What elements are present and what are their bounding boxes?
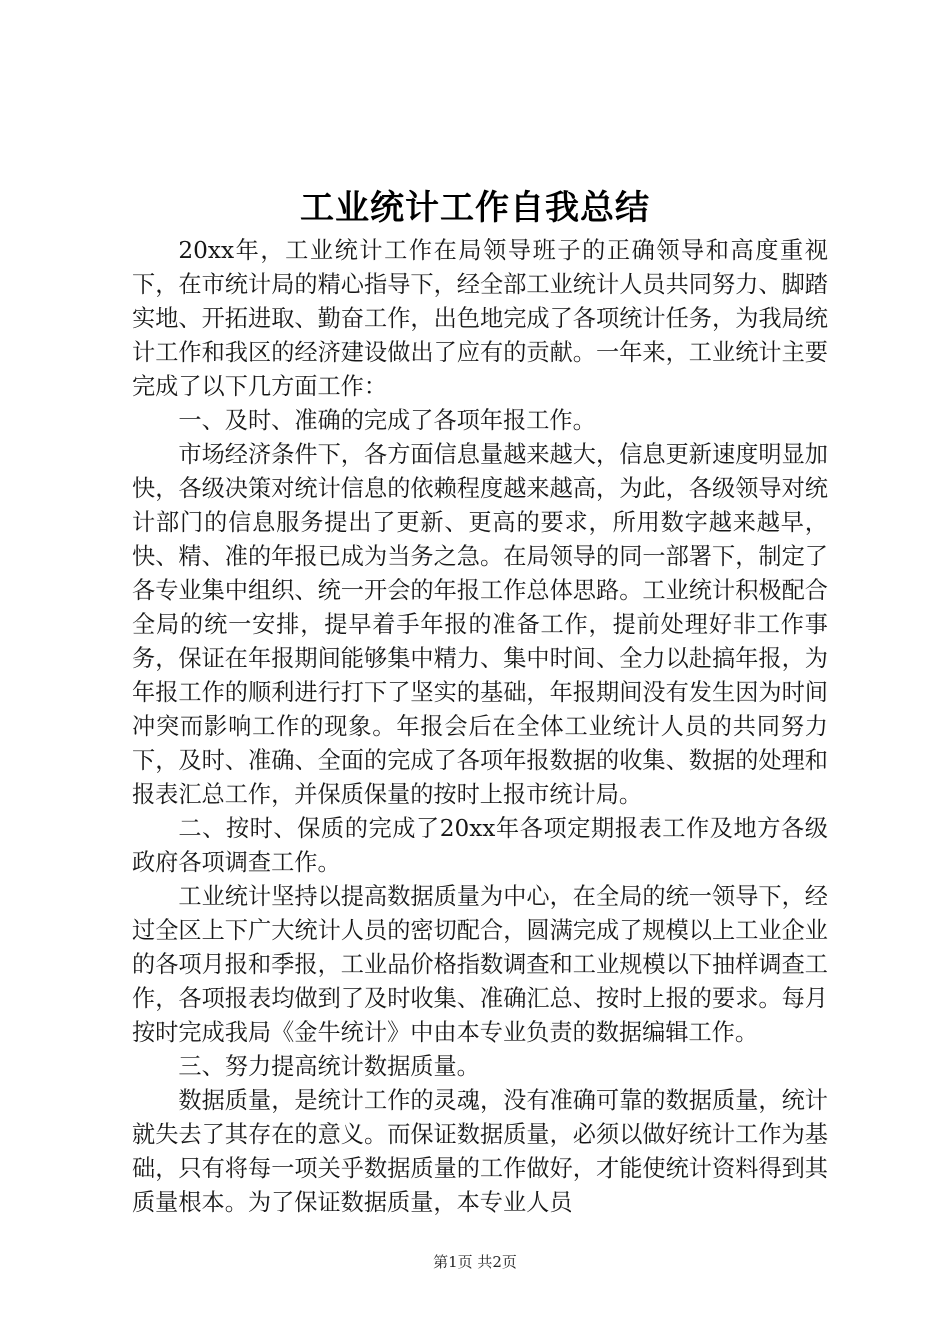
paragraph: 市场经济条件下，各方面信息量越来越大，信息更新速度明显加快，各级决策对统计信息的依赖程度越来越高，为此，各级领导对统计部门的信息服务提出了更新、更高的要求，所用数字越来越早，快、精、准的年报已成为当务之急。在局领导的同一部署下，制定了各专业集中组织、统一开会的年报工作总体思路。工业统计积极配合全局的统一安排，提早着手年报的准备工作，提前处理好非工作事务，保证在年报期间能够集中精力、集中时间、全力以赴搞年报，为年报工作的顺利进行打下了坚实的基础，年报期间没有发生因为时间冲突而影响工作的现象。年报会后在全体工业统计人员的共同努力下，及时、准确、全面的完成了各项年报数据的收集、数据的处理和报表汇总工作，并保质保量的按时上报市统计局。 (132, 441, 828, 808)
paragraph: 20xx年，工业统计工作在局领导班子的正确领导和高度重视下，在市统计局的精心指导下，经全部工业统计人员共同努力、脚踏实地、开拓进取、勤奋工作，出色地完成了各项统计任务，为我局统计工作和我区的经济建设做出了应有的贡献。一年来，工业统计主要完成了以下几方面工作： (132, 237, 828, 400)
paragraph: 工业统计坚持以提高数据质量为中心，在全局的统一领导下，经过全区上下广大统计人员的密切配合，圆满完成了规模以上工业企业的各项月报和季报，工业品价格指数调查和工业规模以下抽样调查工作，各项报表均做到了及时收集、准确汇总、按时上报的要求。每月按时完成我局《金牛统计》中由本专业负责的数据编辑工作。 (132, 883, 828, 1046)
page-footer: 第1页 共2页 (433, 1253, 517, 1271)
section-heading: 二、按时、保质的完成了20xx年各项定期报表工作及地方各级政府各项调查工作。 (132, 815, 828, 876)
section-heading: 三、努力提高统计数据质量。 (178, 1053, 480, 1080)
section-heading: 一、及时、准确的完成了各项年报工作。 (178, 407, 596, 434)
document-body (132, 234, 828, 1220)
document-title: 工业统计工作自我总结 (300, 188, 650, 228)
paragraph: 数据质量，是统计工作的灵魂，没有准确可靠的数据质量，统计就失去了其存在的意义。而保证数据质量，必须以做好统计工作为基础，只有将每一项关乎数据质量的工作做好，才能使统计资料得到其质量根本。为了保证数据质量，本专业人员 (132, 1087, 828, 1216)
